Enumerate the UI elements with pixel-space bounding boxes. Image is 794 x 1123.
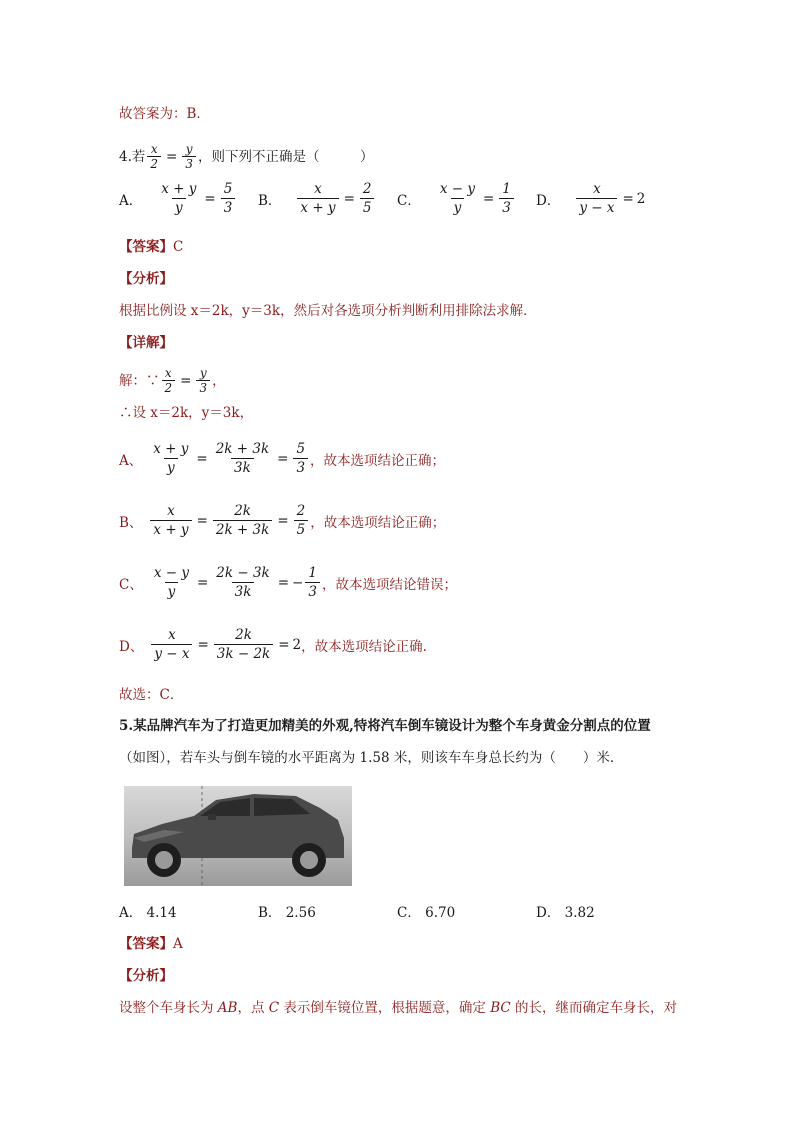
car-rear-rim (300, 851, 318, 869)
q4-let-line: ∴设 x＝2k，y＝3k， (119, 405, 254, 421)
q4-stem-tail: ，则下列不正确是（ ） (197, 148, 374, 165)
q4-step-c: C、 $\frac{x - y}{y}$ = $\frac{2k - 3k}{3k}$ = − $\frac{1}{3}$ ，故本选项结论错误； (119, 565, 457, 600)
q4-choose: 故选：C． (119, 687, 184, 703)
q5-option-a: A． 4.14 (119, 905, 177, 921)
q5-analysis-tag: 【分析】 (119, 968, 173, 984)
car-side-mirror (208, 814, 216, 820)
previous-answer: 故答案为：B． (119, 106, 210, 122)
car-figure (124, 786, 352, 886)
q4-option-c: C． $\frac{x - y}{y}$ = $\frac{1}{3}$ (397, 180, 516, 217)
q4-solution-given: 解：∵ $\frac{x}{2}$ = $\frac{y}{3}$ ， (119, 366, 226, 395)
q4-step-a: A、 $\frac{x + y}{y}$ = $\frac{2k + 3k}{3k}$ = $\frac{5}{3}$ ，故本选项结论正确； (119, 441, 446, 476)
q4-step-b: B、 $\frac{x}{x + y}$ = $\frac{2k}{2k + 3k}$ = $\frac{2}{5}$ ，故本选项结论正确； (119, 503, 446, 538)
q4-answer: 【答案】C (119, 239, 184, 255)
q4-stem: 4.若 $\frac{x}{2}$ = $\frac{y}{3}$ ，则下列不正确是（ ） (119, 142, 374, 171)
q5-analysis-text: 设整个车身长为 AB，点 C 表示倒车镜位置，根据题意，确定 BC 的长，继而确定车身长，对 (119, 1000, 678, 1016)
q4-number: 4.若 (119, 148, 146, 165)
q4-detail-tag: 【详解】 (119, 335, 173, 351)
car-illustration (124, 786, 352, 886)
q5-stem-line2: （如图），若车头与倒车镜的水平距离为 1.58 米，则该车车身总长约为（ ）米． (119, 750, 624, 766)
q4-option-d: D． $\frac{x}{y - x}$ = 2 (536, 181, 646, 216)
q5-option-b: B． 2.56 (258, 905, 316, 921)
q5-option-d: D． 3.82 (536, 905, 595, 921)
q4-step-d: D、 $\frac{x}{y - x}$ = $\frac{2k}{3k - 2k}$ = 2 ，故本选项结论正确. (119, 627, 427, 662)
q4-analysis-text: 根据比例设 x＝2k，y＝3k，然后对各选项分析判断利用排除法求解． (119, 303, 537, 319)
q4-cond-frac-y: $\frac{y}{3}$ (182, 142, 196, 171)
q5-answer: 【答案】A (119, 936, 183, 952)
q5-option-c: C． 6.70 (397, 905, 456, 921)
q4-analysis-tag: 【分析】 (119, 271, 173, 287)
car-front-rim (155, 851, 173, 869)
q4-option-a: A． $\frac{x + y}{y}$ = $\frac{5}{3}$ (119, 180, 237, 217)
q4-cond-frac-x: $\frac{x}{2}$ (147, 142, 161, 171)
q4-option-b: B． $\frac{x}{x + y}$ = $\frac{2}{5}$ (258, 180, 376, 217)
q5-stem-line1: 5.某品牌汽车为了打造更加精美的外观,特将汽车倒车镜设计为整个车身黄金分割点的位置 (119, 718, 651, 734)
